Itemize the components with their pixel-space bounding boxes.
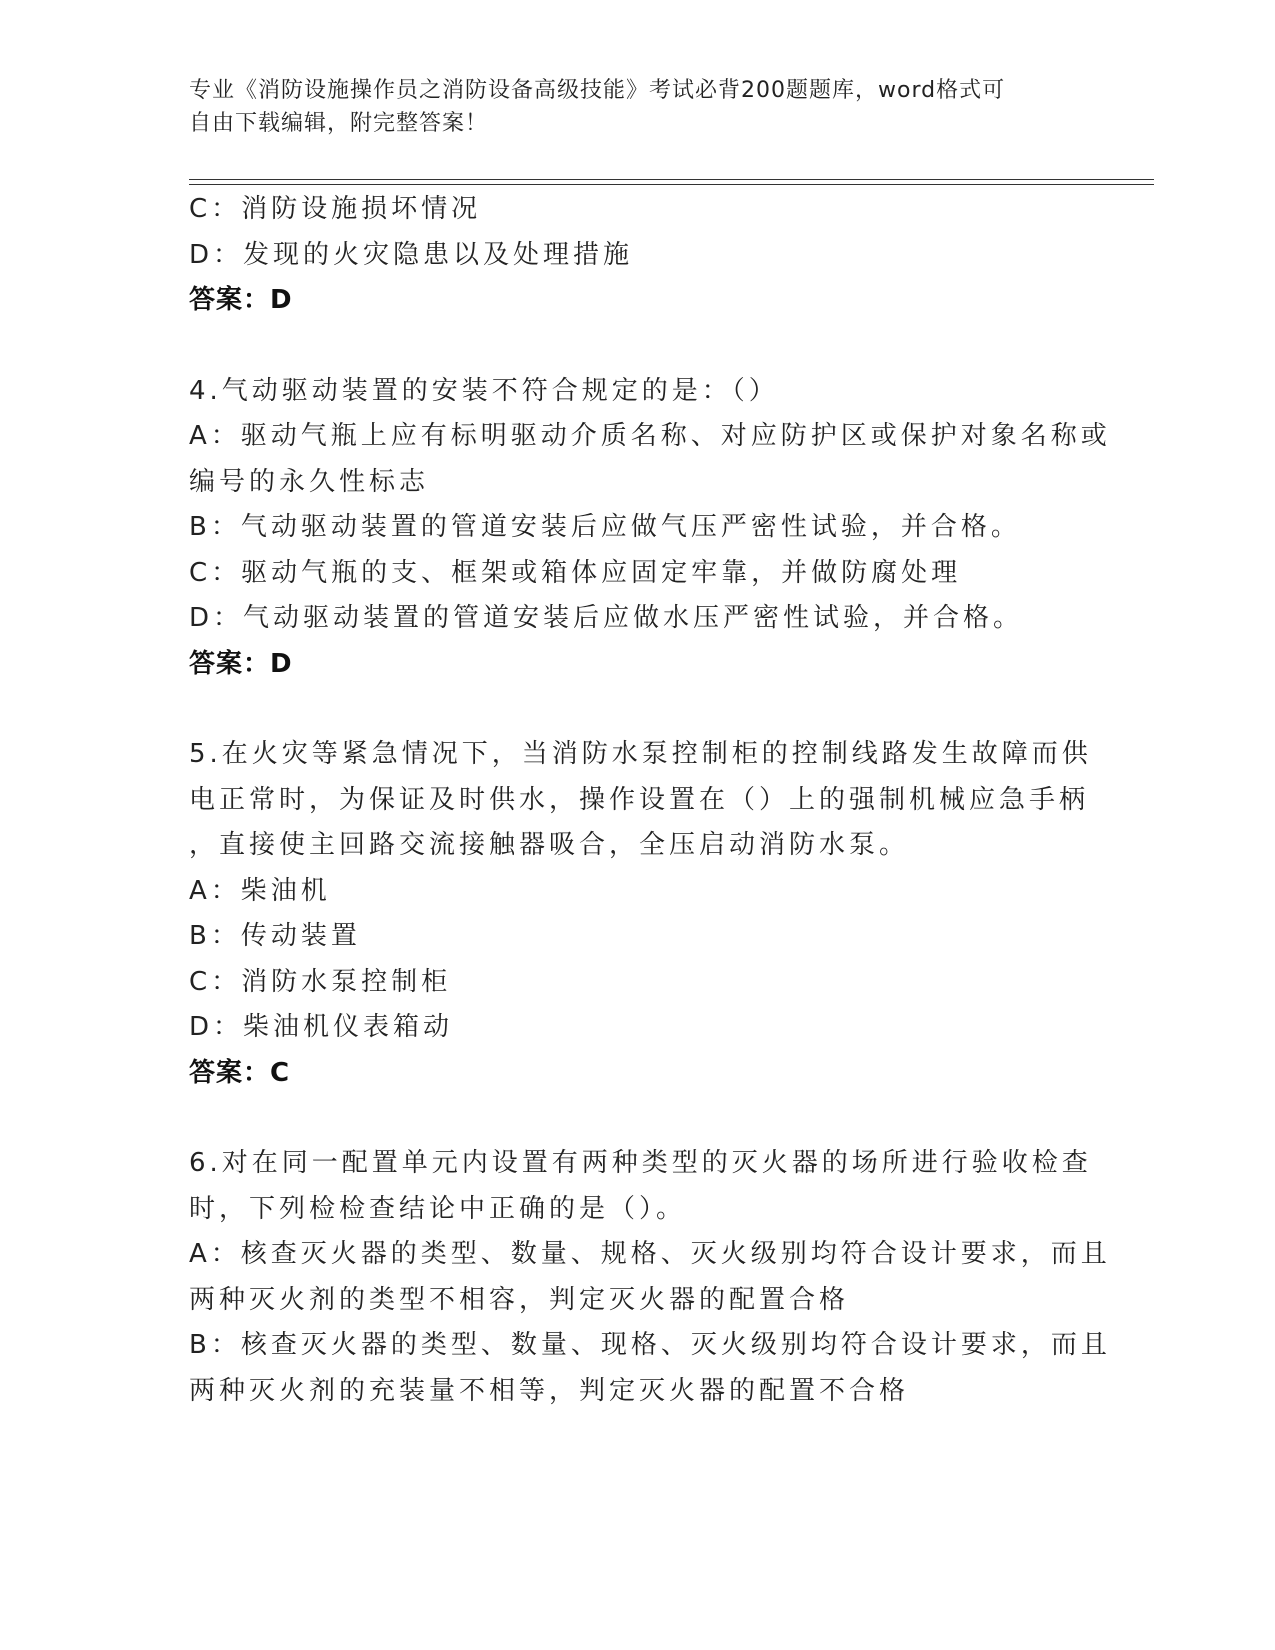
question-stem-continued: ，直接使主回路交流接触器吸合，全压启动消防水泵。 xyxy=(189,830,910,860)
answer-label: 答案：C xyxy=(189,1057,291,1088)
header-line-2: 自由下载编辑，附完整答案！ xyxy=(189,111,489,136)
option-b: B：气动驱动装置的管道安装后应做气压严密性试验，并合格。 xyxy=(189,512,1021,542)
option-b-continued: 两种灭火剂的充装量不相等，判定灭火器的配置不合格 xyxy=(189,1375,910,1406)
question-list xyxy=(189,187,1111,1414)
option-a-continued: 两种灭火剂的类型不相容，判定灭火器的配置合格 xyxy=(189,1284,850,1315)
answer-label: 答案：D xyxy=(189,648,293,679)
question-stem: 5.在火灾等紧急情况下，当消防水泵控制柜的控制线路发生故障而供 xyxy=(189,739,1092,769)
option-a-continued: 编号的永久性标志 xyxy=(189,466,430,497)
option-a: A：柴油机 xyxy=(189,875,331,906)
spacer xyxy=(189,324,1089,369)
answer-label: 答案：D xyxy=(189,285,293,315)
option-c: C：消防水泵控制柜 xyxy=(189,966,452,997)
option-b: B：核查灭火器的类型、数量、现格、灭火级别均符合设计要求，而且 xyxy=(189,1330,1111,1360)
option-d: D：气动驱动装置的管道安装后应做水压严密性试验，并合格。 xyxy=(189,603,1024,633)
question-4 xyxy=(189,369,1111,688)
question-5 xyxy=(189,732,1092,1096)
header-divider-bottom xyxy=(189,184,1154,185)
option-b: B：传动装置 xyxy=(189,921,361,951)
spacer xyxy=(189,1096,1089,1141)
option-a: A：驱动气瓶上应有标明驱动介质名称、对应防护区或保护对象名称或 xyxy=(189,421,1111,451)
question-stem-continued: 时，下列检检查结论中正确的是（）。 xyxy=(189,1193,687,1224)
question-3-tail xyxy=(189,187,1089,324)
option-c: C：消防设施损坏情况 xyxy=(189,194,482,224)
option-c: C：驱动气瓶的支、框架或箱体应固定牢靠，并做防腐处理 xyxy=(189,557,962,588)
header-divider-top xyxy=(189,179,1154,180)
spacer xyxy=(189,687,1089,732)
page-header xyxy=(189,74,1069,140)
option-d: D：柴油机仪表箱动 xyxy=(189,1012,454,1042)
option-a: A：核查灭火器的类型、数量、规格、灭火级别均符合设计要求，而且 xyxy=(189,1239,1111,1269)
header-line-1: 专业《消防设施操作员之消防设备高级技能》考试必背200题题库，word格式可 xyxy=(189,78,1006,103)
question-stem-continued: 电正常时，为保证及时供水，操作设置在（）上的强制机械应急手柄 xyxy=(189,784,1090,815)
question-stem: 4.气动驱动装置的安装不符合规定的是：（） xyxy=(189,375,779,406)
option-d: D：发现的火灾隐患以及处理措施 xyxy=(189,239,634,270)
question-6 xyxy=(189,1141,1111,1414)
question-stem: 6.对在同一配置单元内设置有两种类型的灭火器的场所进行验收检查 xyxy=(189,1148,1092,1178)
